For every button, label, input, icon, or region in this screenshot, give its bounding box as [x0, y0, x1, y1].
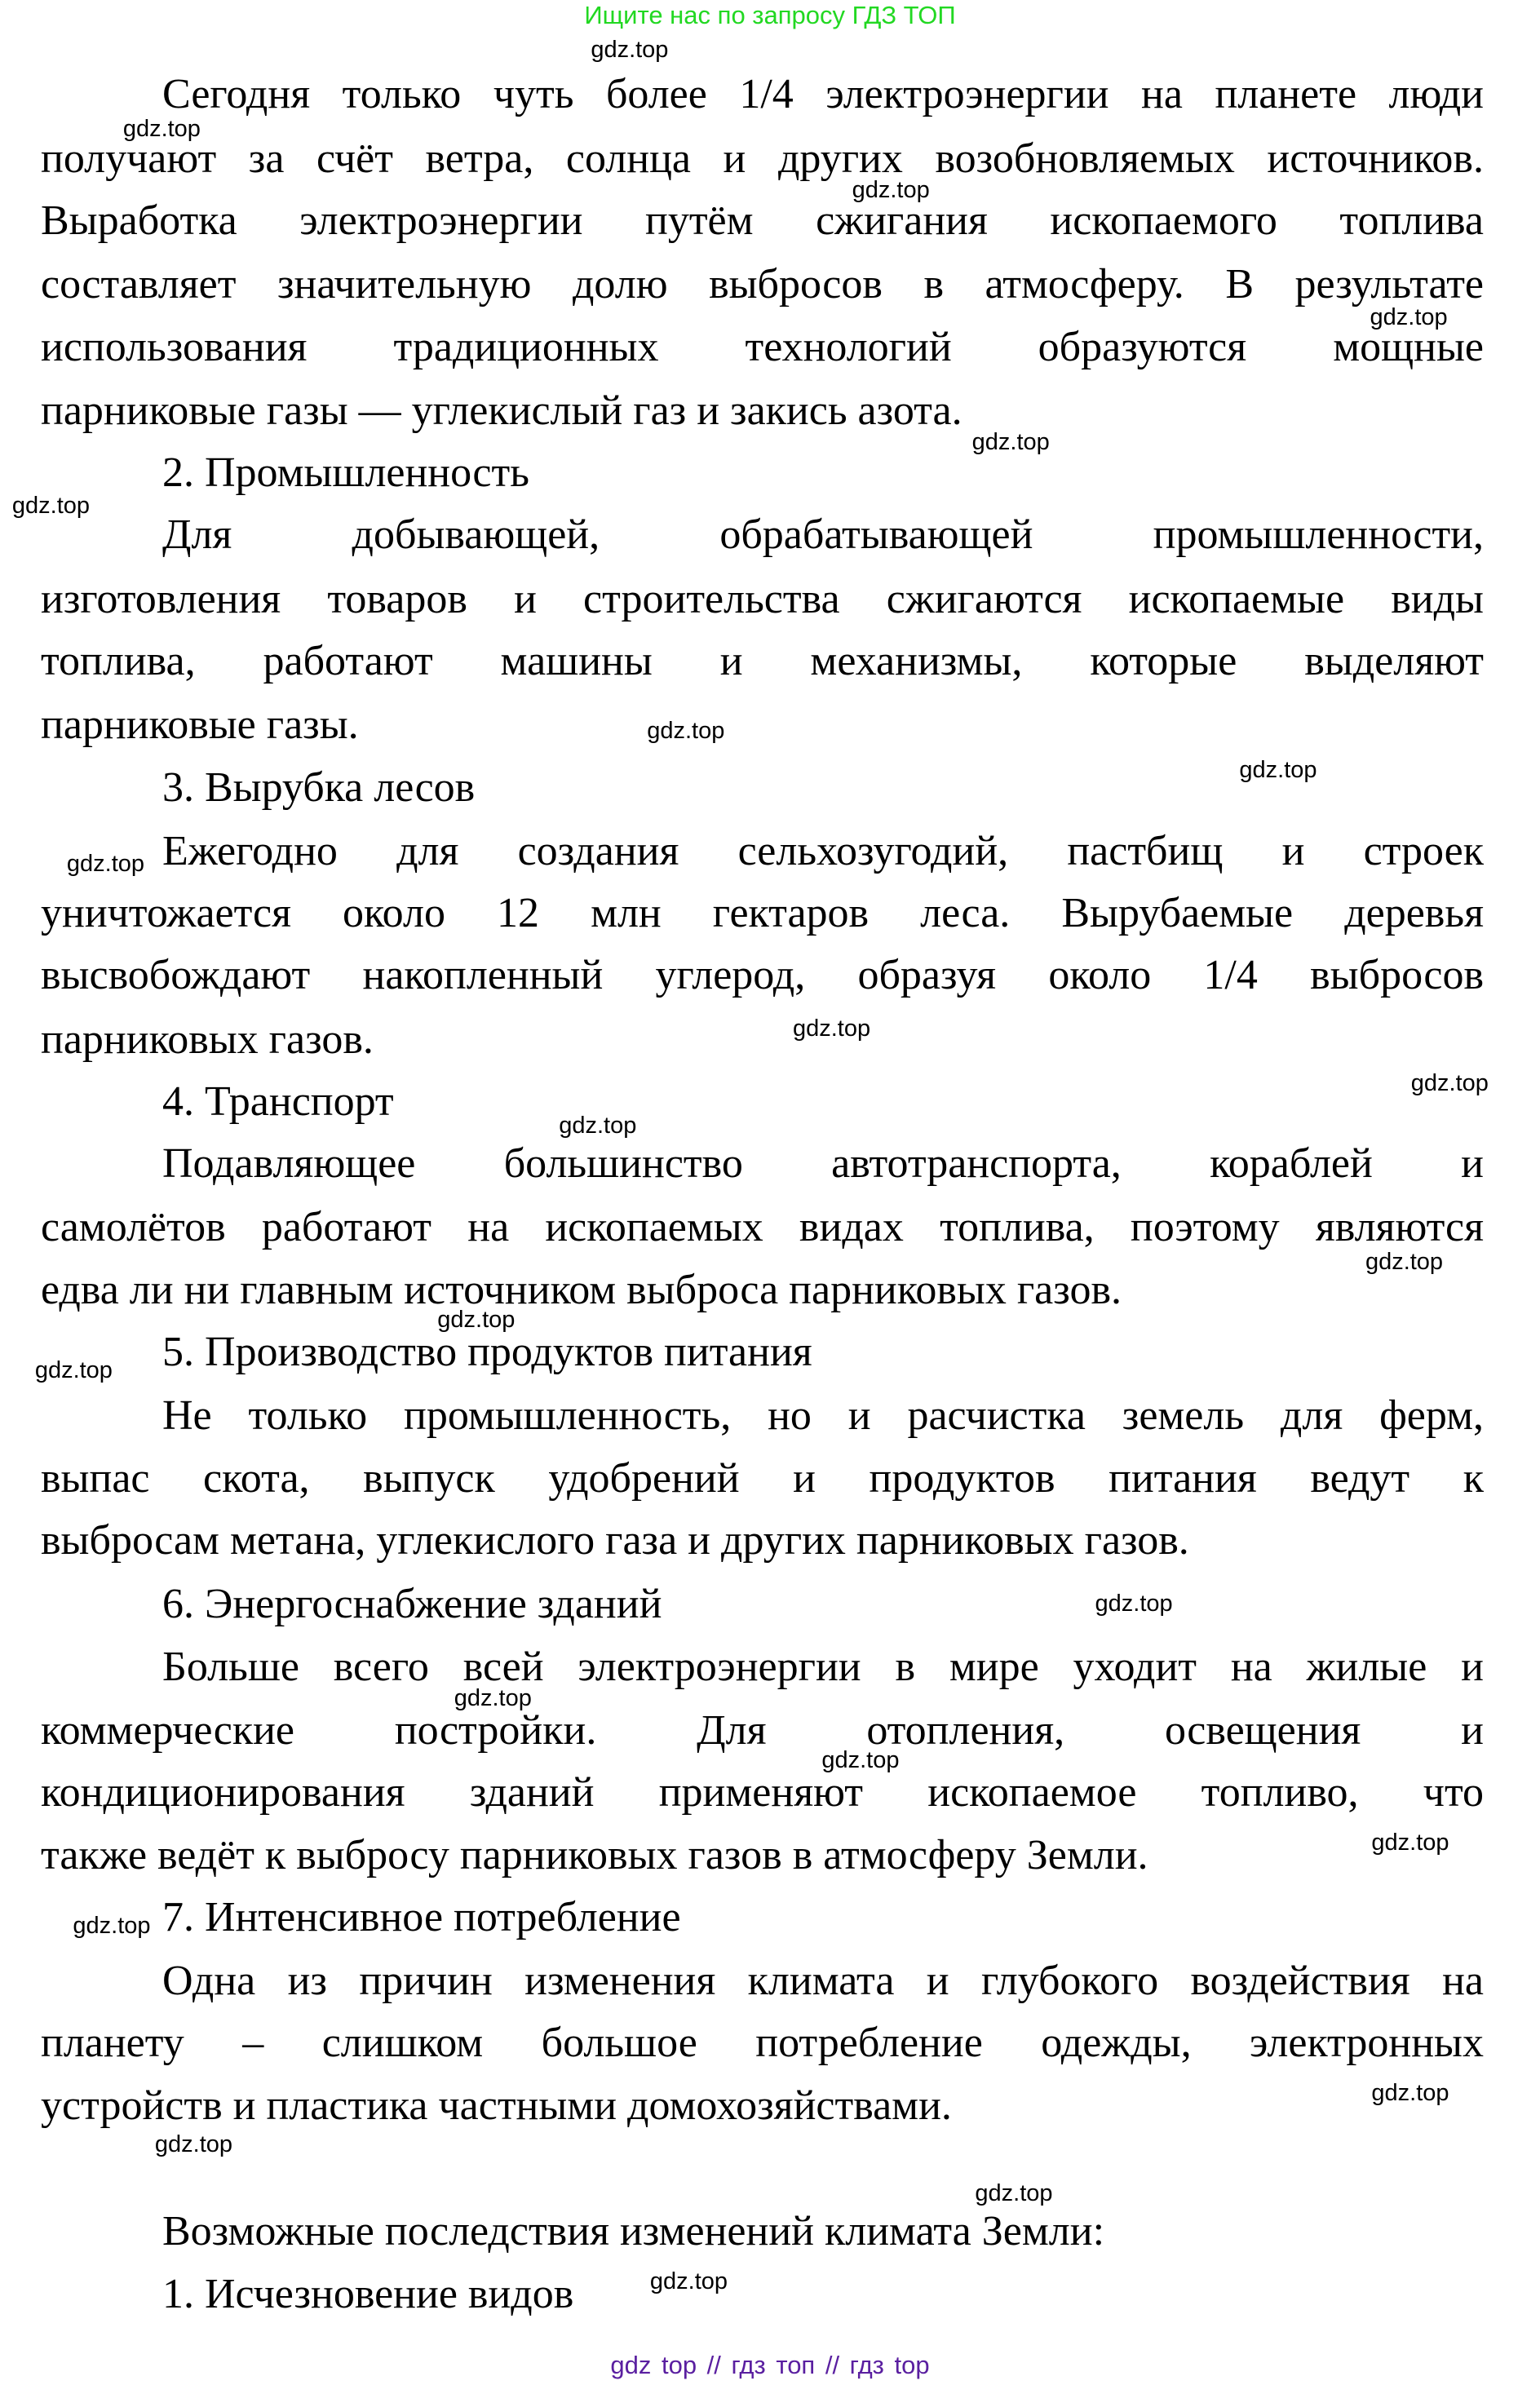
text-line: использования традиционных технологий образуются мощные [41, 323, 1484, 370]
watermark: gdz.top [1365, 1249, 1444, 1276]
watermark: gdz.top [1410, 1069, 1489, 1096]
text-line: 4. Транспорт [162, 1077, 394, 1125]
watermark: gdz.top [559, 1112, 637, 1139]
text-line: Возможные последствия изменений климата Земли: [162, 2208, 1105, 2255]
text-line: Выработка электроэнергии путём сжигания ископаемого топлива [41, 197, 1484, 244]
watermark: gdz.top [34, 1356, 113, 1383]
watermark: gdz.top [154, 2131, 233, 2158]
watermark: gdz.top [122, 116, 201, 143]
text-line: парниковые газы. [41, 701, 359, 749]
watermark: gdz.top [454, 1684, 532, 1711]
search-hint-banner: Ищите нас по запросу ГДЗ ТОП [584, 1, 956, 29]
text-line: 3. Вырубка лесов [162, 763, 476, 811]
watermark: gdz.top [649, 2268, 728, 2294]
text-line: 6. Энергоснабжение зданий [162, 1581, 662, 1628]
text-line: Не только промышленность, но и расчистка земель для ферм, [162, 1392, 1484, 1440]
text-line: Одна из причин изменения климата и глубокого воздействия на [162, 1958, 1484, 2005]
text-line: также ведёт к выбросу парниковых газов в атмосферу Земли. [41, 1831, 1148, 1878]
text-line: Сегодня только чуть более 1/4 электроэнергии на планете люди [162, 71, 1484, 118]
text-line: 2. Промышленность [162, 449, 529, 497]
text-line: 7. Интенсивное потребление [162, 1893, 681, 1940]
text-line: парниковых газов. [41, 1016, 374, 1063]
text-line: кондиционирования зданий применяют ископаемое топливо, что [41, 1769, 1484, 1816]
text-line: выбросам метана, углекислого газа и других парниковых газов. [41, 1517, 1189, 1564]
watermark: gdz.top [647, 717, 725, 744]
text-line: получают за счёт ветра, солнца и других возобновляемых источников. [41, 135, 1484, 182]
watermark: gdz.top [1371, 1829, 1449, 1856]
text-line: устройств и пластика частными домохозяйствами. [41, 2082, 952, 2129]
text-line: едва ли ни главным источником выброса парниковых газов. [41, 1266, 1122, 1313]
watermark: gdz.top [11, 493, 91, 520]
footer-links[interactable]: gdz top // гдз топ // гдз top [610, 2351, 930, 2379]
text-line: 1. Исчезновение видов [162, 2270, 574, 2317]
watermark: gdz.top [591, 37, 669, 64]
text-line: планету – слишком большое потребление одежды, электронных [41, 2020, 1484, 2067]
text-line: Ежегодно для создания сельхозугодий, пастбищ и строек [162, 827, 1484, 874]
watermark: gdz.top [821, 1747, 900, 1774]
text-line: топлива, работают машины и механизмы, которые выделяют [41, 637, 1484, 684]
watermark: gdz.top [73, 1913, 151, 1940]
text-line: парниковые газы — углекислый газ и закись азота. [41, 387, 962, 434]
text-line: уничтожается около 12 млн гектаров леса. Вырубаемые деревья [41, 890, 1484, 937]
text-line: Больше всего всей электроэнергии в мире уходит на жилые и [162, 1643, 1484, 1690]
watermark: gdz.top [792, 1015, 871, 1042]
watermark: gdz.top [437, 1307, 516, 1334]
watermark: gdz.top [852, 176, 930, 203]
text-line: 5. Производство продуктов питания [162, 1329, 812, 1376]
text-line: изготовления товаров и строительства сжигаются ископаемые виды [41, 575, 1484, 622]
watermark: gdz.top [975, 2179, 1053, 2206]
text-line: самолётов работают на ископаемых видах топлива, поэтому являются [41, 1204, 1484, 1251]
watermark: gdz.top [1371, 2079, 1449, 2106]
text-line: высвобождают накопленный углерод, образуя около 1/4 выбросов [41, 952, 1484, 999]
watermark: gdz.top [66, 851, 145, 878]
text-line: коммерческие постройки. Для отопления, освещения и [41, 1706, 1484, 1754]
text-line: Для добывающей, обрабатывающей промышленности, [162, 511, 1484, 559]
watermark: gdz.top [971, 428, 1050, 455]
text-line: выпас скота, выпуск удобрений и продуктов питания ведут к [41, 1454, 1484, 1502]
text-line: Подавляющее большинство автотранспорта, кораблей и [162, 1140, 1484, 1188]
watermark: gdz.top [1239, 757, 1317, 784]
text-line: составляет значительную долю выбросов в атмосферу. В результате [41, 261, 1484, 308]
watermark: gdz.top [1095, 1591, 1173, 1617]
watermark: gdz.top [1370, 304, 1448, 331]
